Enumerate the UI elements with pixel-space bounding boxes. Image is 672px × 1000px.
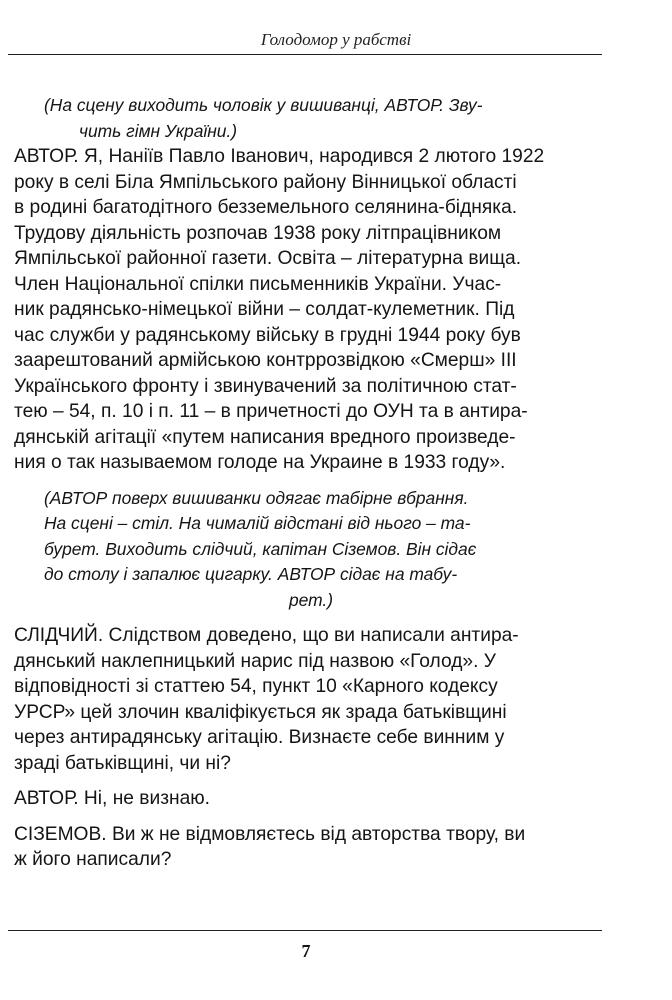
footer-rule (8, 930, 602, 931)
text-line: АВТОР. Я, Наніїв Павло Іванович, народився 2 лютого 1922 (14, 146, 545, 167)
text-line: зраді батьківщині, чи ні? (14, 752, 231, 774)
author-speech (14, 144, 600, 476)
text-line: (На сцену виходить чоловік у вишиванці, АВТОР. Зву- (44, 95, 483, 115)
text-line: На сцені – стіл. На чималій відстані від нього – та- (44, 513, 471, 533)
text-line: чить гімн України.) (79, 120, 238, 141)
text-line: до столу і запалює цигарку. АВТОР сідає на табу- (44, 564, 458, 584)
text-line: Член Національної спілки письменників України. Учас- (14, 273, 502, 295)
text-line: рет.) (288, 589, 334, 610)
running-head: Голодомор у рабстві (260, 30, 412, 49)
text-line: року в селі Біла Ямпільського району Вінницької області (14, 171, 517, 193)
text-line: СІЗЕМОВ. Ви ж не відмовляєтесь від авторства твору, ви (14, 823, 526, 845)
text-line: ник радянсько-німецької війни – солдат-кулеметник. Під (14, 299, 515, 320)
text-line: УРСР» цей злочин кваліфікується як зрада батьківщині (14, 701, 507, 723)
text-line: тею – 54, п. 10 і п. 11 – в причетності до ОУН та в антира- (14, 401, 528, 422)
text-line: час служби у радянському війську в грудні 1944 року був (14, 324, 521, 346)
investigator-speech (14, 623, 600, 776)
text-line: заарештований армійською контррозвідкою «Смерш» ІІІ (14, 350, 517, 371)
stage-direction-2 (44, 486, 578, 614)
text-line: дянський наклепницький нарис під назвою «Голод». У (14, 650, 496, 672)
text-line: дянській агітації «путем написания вредного произведе- (14, 426, 516, 448)
text-line: через антирадянську агітацію. Визнаєте себе винним у (14, 727, 505, 748)
text-line: (АВТОР поверх вишиванки одягає табірне вбрання. (44, 487, 469, 508)
page-number: 7 (301, 941, 311, 961)
page-content (14, 93, 600, 873)
text-line: відповідності зі статтею 54, пункт 10 «Карного кодексу (14, 676, 498, 697)
text-line: Ямпільської районної газети. Освіта – літературна вища. (14, 248, 522, 269)
text-line: СЛІДЧИЙ. Слідством доведено, що ви написали антира- (14, 625, 519, 646)
header-rule (8, 54, 602, 55)
text-line: Трудову діяльність розпочав 1938 року літпрацівником (14, 222, 502, 244)
author-reply: АВТОР. Ні, не визнаю. (14, 788, 211, 809)
text-line: ж його написали? (14, 849, 172, 870)
text-line: Українського фронту і звинувачений за політичною стат- (14, 375, 517, 397)
text-line: ния о так называемом голоде на Украине в 1933 году». (14, 452, 506, 473)
text-line: бурет. Виходить слідчий, капітан Сіземов. Він сідає (44, 538, 477, 559)
sizemov-speech (14, 822, 600, 873)
stage-direction-1 (44, 93, 578, 144)
text-line: в родині багатодітного безземельного селянина-бідняка. (14, 197, 518, 218)
